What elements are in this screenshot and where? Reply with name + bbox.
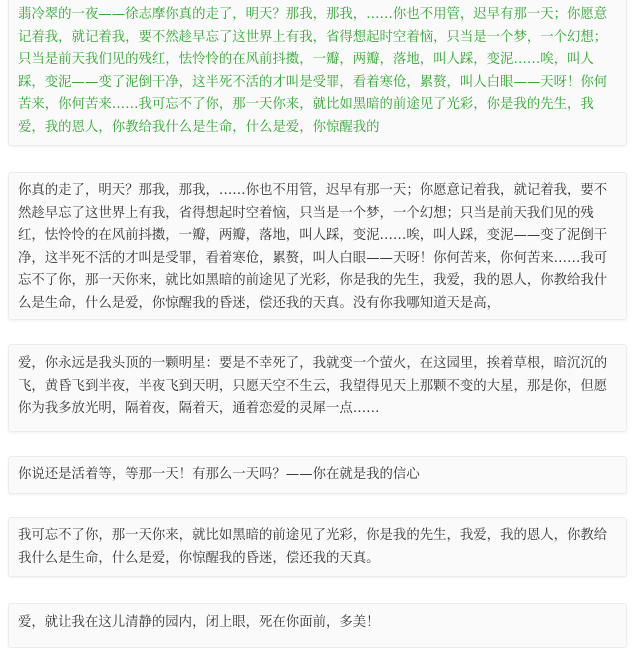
post-text: 翡冷翠的一夜——徐志摩你真的走了，明天？那我，那我，……你也不用管，迟早有那一天；你愿意记着我，就记着我，要不然趁早忘了这世界上有我，省得想起时空着恼，只当是一个梦，一个幻想；只当是前天我们见的残红，怯怜怜的在风前抖擞，一瓣，两瓣，落地，叫人踩，变泥……唉，叫人踩，变泥——变了泥倒干净，这半死不活的才叫是受罪，看着寒伧，累赘，叫人白眼——天呀！你何苦来，你何苦来……我可忘不了你，那一天你来，就比如黑暗的前途见了光彩，你是我的先生，我爱，我的恩人，你教给我什么是生命，什么是爱，你惊醒我的 <box>18 7 608 135</box>
post-text: 爱，你永远是我头顶的一颗明星：要是不幸死了，我就变一个萤火，在这园里，挨着草根，暗沉沉的飞，黄昏飞到半夜，半夜飞到天明，只愿天空不生云，我望得见天上那颗不变的大星，那是你，但愿你为我多放光明，隔着夜，隔着天，通着恋爱的灵犀一点…… <box>18 356 608 416</box>
post-card-6[interactable] <box>8 603 627 648</box>
post-card-2[interactable] <box>8 172 627 320</box>
post-card-1[interactable] <box>8 0 627 146</box>
post-card-4[interactable] <box>8 456 627 494</box>
post-card-3[interactable] <box>8 344 627 432</box>
post-text: 你说还是活着等，等那一天！有那么一天吗？——你在就是我的信心 <box>18 467 420 482</box>
post-text: 你真的走了，明天？那我，那我，……你也不用管，迟早有那一天；你愿意记着我，就记着我，要不然趁早忘了这世界上有我，省得想起时空着恼，只当是一个梦，一个幻想；只当是前天我们见的残红，怯怜怜的在风前抖擞，一瓣，两瓣，落地，叫人踩，变泥……唉，叫人踩，变泥——变了泥倒干净，这半死不活的才叫是受罪，看着寒伧，累赘，叫人白眼——天呀！你何苦来，你何苦来……我可忘不了你，那一天你来，就比如黑暗的前途见了光彩，你是我的先生，我爱，我的恩人，你教给我什么是生命，什么是爱，你惊醒我的昏迷，偿还我的天真。没有你我哪知道天是高， <box>18 183 608 311</box>
post-text: 我可忘不了你，那一天你来，就比如黑暗的前途见了光彩，你是我的先生，我爱，我的恩人，你教给我什么是生命，什么是爱，你惊醒我的昏迷，偿还我的天真。 <box>18 528 608 566</box>
post-text: 爱，就让我在这儿清静的园内，闭上眼，死在你面前，多美！ <box>18 615 380 630</box>
post-card-5[interactable] <box>8 517 627 577</box>
